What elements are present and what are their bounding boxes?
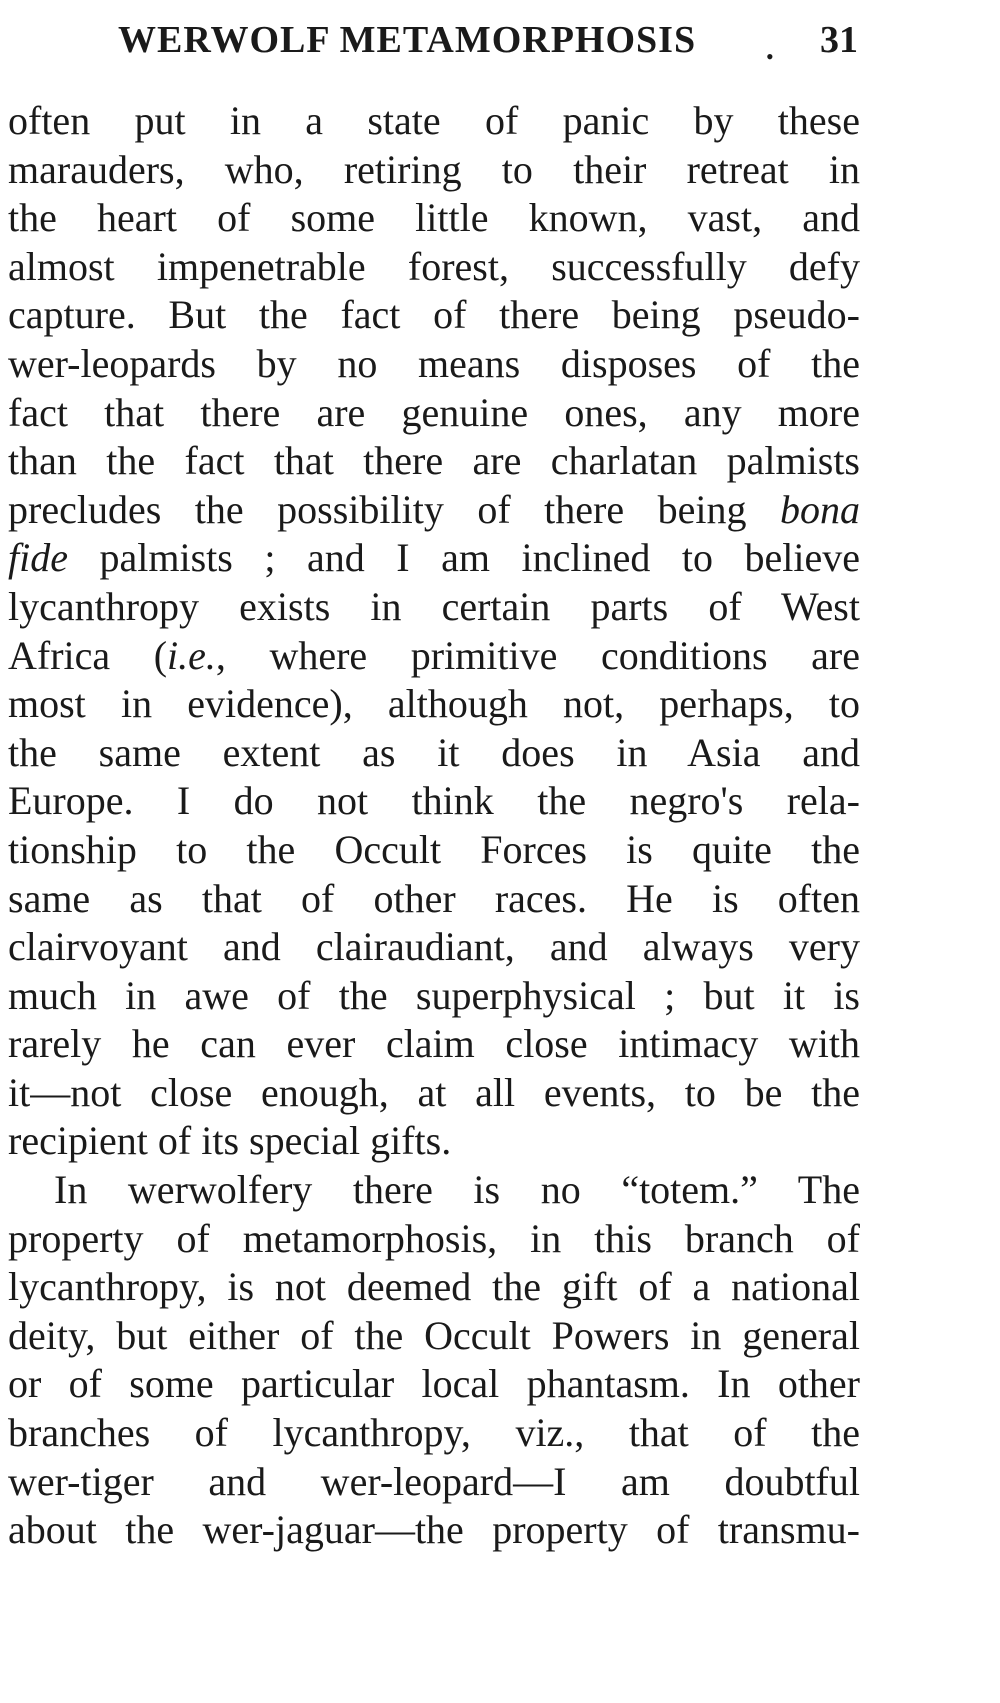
text-line: deity, but either of the Occult Powers in general xyxy=(8,1312,860,1358)
running-title: WERWOLF METAMORPHOSIS xyxy=(118,19,697,61)
text-segment: precludes the possibility of there being xyxy=(8,486,780,532)
text-line: most in evidence), although not, perhaps, to xyxy=(8,681,860,727)
text-line: capture. But the fact of there being pseudo- xyxy=(8,292,860,338)
italic-word: bona xyxy=(780,486,860,532)
text-line: than the fact that there are charlatan palmists xyxy=(8,438,860,484)
text-line: rarely he can ever claim close intimacy with xyxy=(8,1021,860,1067)
text-segment: , where primitive conditions are xyxy=(215,632,860,678)
text-line: wer-tiger and wer-leopard—I am doubtful xyxy=(8,1458,860,1504)
text-line: the heart of some little known, vast, and xyxy=(8,195,860,241)
text-line: wer-leopards by no means disposes of the xyxy=(8,340,860,386)
text-line: recipient of its special gifts. xyxy=(8,1118,452,1164)
text-line: lycanthropy, is not deemed the gift of a national xyxy=(8,1264,860,1310)
text-line xyxy=(8,534,860,583)
text-segment: palmists ; and I am inclined to believe xyxy=(67,535,860,581)
text-line: tionship to the Occult Forces is quite the xyxy=(8,826,860,872)
text-line: often put in a state of panic by these xyxy=(8,98,860,143)
text-line: Europe. I do not think the negro's rela- xyxy=(8,778,860,824)
text-line: clairvoyant and clairaudiant, and always very xyxy=(8,924,860,970)
text-line: or of some particular local phantasm. In other xyxy=(8,1361,860,1407)
italic-word: i.e. xyxy=(167,632,216,678)
text-line: marauders, who, retiring to their retreat in xyxy=(8,146,860,192)
text-line: In werwolfery there is no “totem.” The xyxy=(54,1167,860,1213)
page-header xyxy=(118,18,858,72)
text-line: it—not close enough, at all events, to be the xyxy=(8,1069,860,1115)
text-line: fact that there are genuine ones, any more xyxy=(8,389,860,435)
paragraph-2 xyxy=(8,1166,860,1555)
italic-word: fide xyxy=(8,535,68,581)
text-line: branches of lycanthropy, viz., that of the xyxy=(8,1410,860,1456)
text-line: much in awe of the superphysical ; but it is xyxy=(8,972,860,1018)
page-body xyxy=(8,97,860,1555)
paragraph-1 xyxy=(8,97,860,1166)
text-line: property of metamorphosis, in this branch of xyxy=(8,1215,860,1261)
text-line: about the wer-jaguar—the property of transmu- xyxy=(8,1507,860,1553)
text-line xyxy=(8,486,860,535)
page-number: 31 xyxy=(820,19,858,61)
ink-mark: • xyxy=(766,44,774,69)
text-line: same as that of other races. He is often xyxy=(8,875,860,921)
text-line: the same extent as it does in Asia and xyxy=(8,729,860,775)
text-segment: Africa ( xyxy=(8,632,168,678)
text-line: almost impenetrable forest, successfully defy xyxy=(8,243,860,289)
text-line xyxy=(8,632,860,681)
text-line: lycanthropy exists in certain parts of West xyxy=(8,583,860,629)
